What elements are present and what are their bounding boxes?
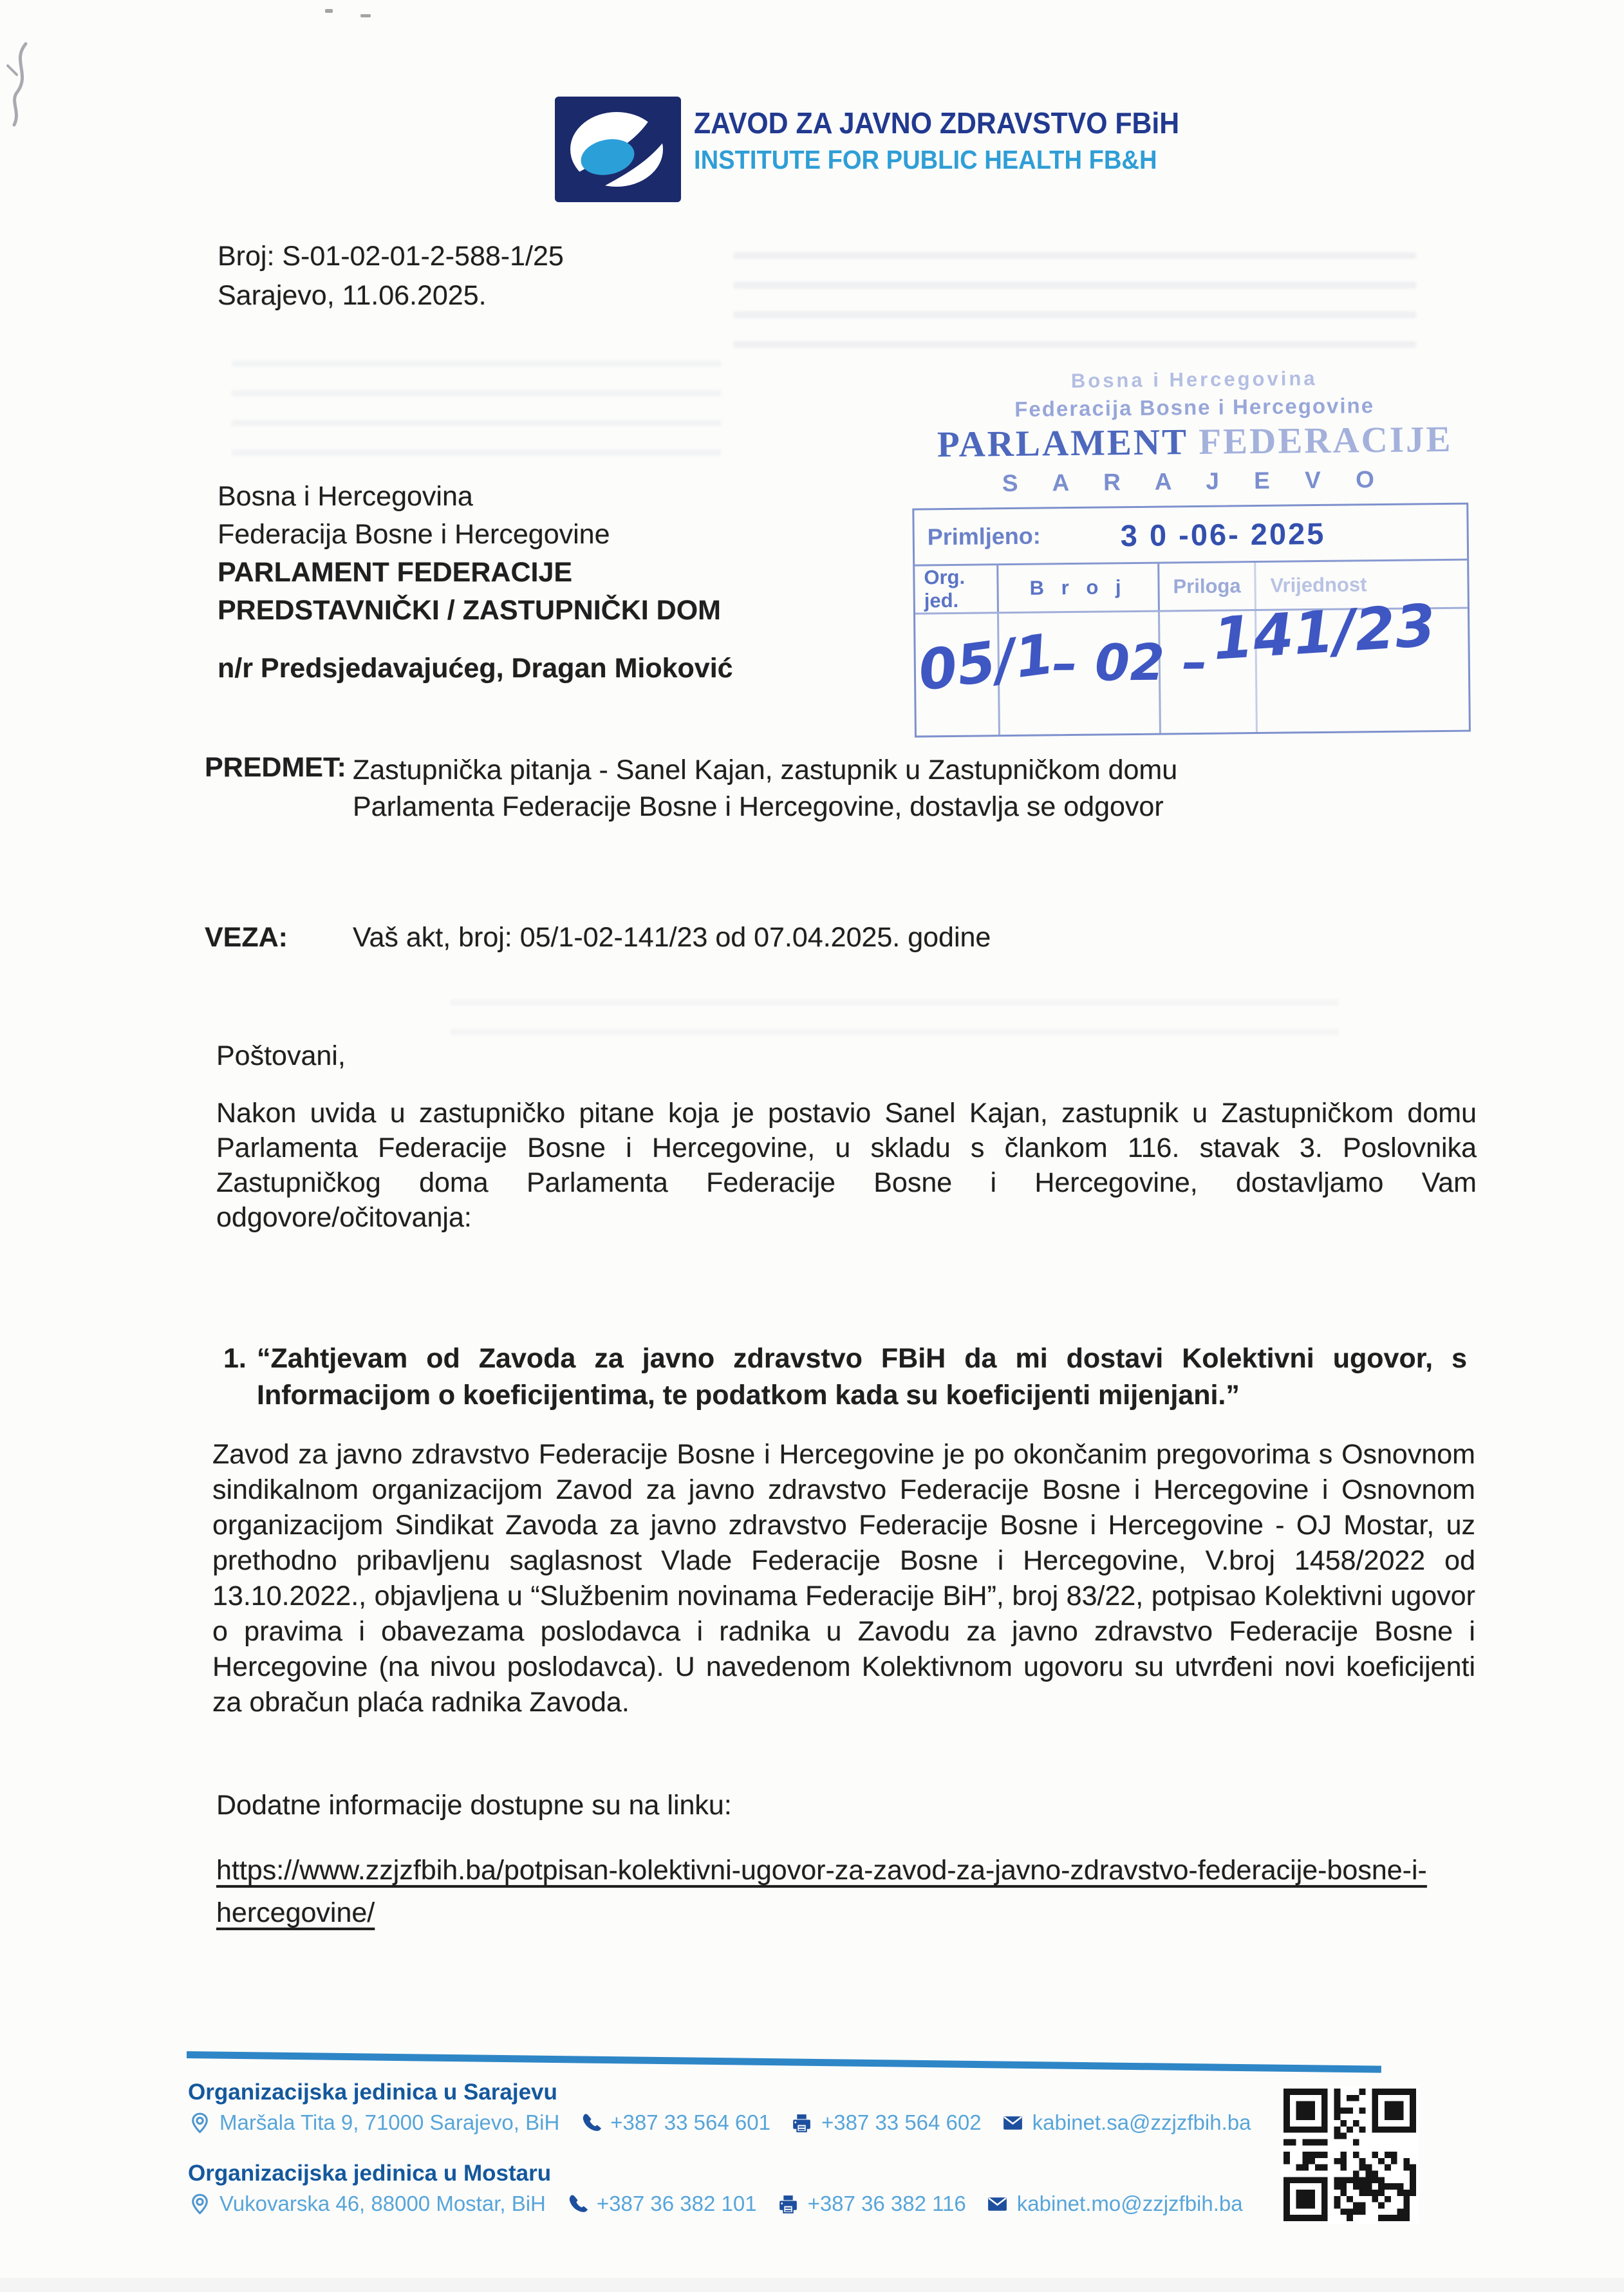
salutation: Poštovani, bbox=[216, 1040, 346, 1071]
stamp-col-vrijednost: Vrijednost bbox=[1270, 573, 1367, 597]
scan-artifact bbox=[451, 999, 1339, 1038]
question-text: “Zahtjevam od Zavoda za javno zdravstvo FBiH da mi dostavi Kolektivni ugovor, s Informacijom o koeficijentima, te podatkom kada su koeficijenti mijenjani.” bbox=[257, 1343, 1467, 1411]
footer-mostar-title: Organizacijska jedinica u Mostaru bbox=[188, 2161, 552, 2186]
pen-mark bbox=[4, 41, 39, 131]
footer-email: kabinet.mo@zzjzfbih.ba bbox=[1016, 2192, 1243, 2215]
stamp-federation: Federacija Bosne i Hercegovine bbox=[1014, 393, 1375, 421]
email-item bbox=[1001, 2110, 1251, 2135]
stamp-table bbox=[912, 503, 1471, 738]
recipient-country: Bosna i Hercegovina bbox=[218, 481, 473, 512]
receipt-stamp bbox=[911, 365, 1481, 737]
question-number: 1. bbox=[223, 1343, 247, 1374]
footer-divider bbox=[187, 2051, 1381, 2073]
stamp-col-org-jed: Org. jed. bbox=[915, 565, 999, 612]
footer-sarajevo-title: Organizacijska jedinica u Sarajevu bbox=[188, 2080, 557, 2105]
stamp-city: S A R A J E V O bbox=[1002, 465, 1389, 497]
phone-icon bbox=[579, 2111, 602, 2135]
place-and-date: Sarajevo, 11.06.2025. bbox=[218, 280, 487, 311]
reference-label: VEZA: bbox=[205, 922, 288, 953]
location-pin-icon bbox=[188, 2111, 212, 2135]
fax-item bbox=[790, 2110, 982, 2135]
address-item bbox=[188, 2192, 546, 2216]
fax-icon bbox=[790, 2111, 814, 2135]
reference-block bbox=[205, 922, 991, 953]
scan-artifact bbox=[0, 2278, 1624, 2292]
handwritten-broj: – 02 – bbox=[1052, 633, 1208, 693]
scan-artifact bbox=[734, 252, 1416, 349]
stamp-col-broj: B r o j bbox=[998, 564, 1160, 612]
handwritten-org-jed: 05/1 bbox=[915, 621, 1058, 704]
subject-text: Zastupnička pitanja - Sanel Kajan, zastupnik u Zastupničkom domu Parlamenta Federacije Bosne i Hercegovine, dostavlja se odgovor bbox=[353, 755, 1178, 822]
fax-icon bbox=[776, 2192, 800, 2216]
phone-icon bbox=[565, 2192, 589, 2216]
footer-phone: +387 33 564 601 bbox=[610, 2110, 770, 2134]
stamp-parliament: PARLAMENT FEDERACIJE bbox=[937, 418, 1453, 465]
answer-paragraph: Zavod za javno zdravstvo Federacije Bosne i Hercegovine je po okončanim pregovorima s Osnovnom sindikalnom organizacijom Zavod za javno zdravstvo Federacije Bosne i Hercegovine i Osnovnom organizacijom Sindikat Zavoda za javno zdravstvo Federacije Bosne i Hercegovine - OJ Mostar, uz prethodno pribavljenu saglasnost Vlade Federacije Bosne i Hercegovine, V.broj 1458/2022 od 13.10.2022., objavljena u “Službenim novinama Federacije BiH”, broj 83/22, potpisao Kolektivni ugovor o pravima i obavezama poslodavca i radnika u Zavodu za javno zdravstvo Federacije Bosne i Hercegovine (na nivou poslodavca). U navedenom Kolektivnom ugovoru su utvrđeni novi koeficijenti za obračun plaća radnika Zavoda. bbox=[212, 1439, 1475, 1718]
recipient-block bbox=[218, 478, 721, 630]
question-item bbox=[223, 1340, 1467, 1414]
letterhead bbox=[694, 103, 1216, 176]
footer-mostar-contacts bbox=[188, 2192, 1262, 2216]
address-item bbox=[188, 2110, 559, 2135]
footer-address: Maršala Tita 9, 71000 Sarajevo, BiH bbox=[219, 2110, 560, 2134]
footer-fax: +387 33 564 602 bbox=[821, 2110, 982, 2134]
email-item bbox=[985, 2192, 1243, 2216]
subject-block bbox=[205, 752, 1283, 825]
footer-fax: +387 36 382 116 bbox=[807, 2192, 966, 2215]
org-name-bosnian: ZAVOD ZA JAVNO ZDRAVSTVO FBiH bbox=[694, 106, 1180, 140]
org-name-english: INSTITUTE FOR PUBLIC HEALTH FB&H bbox=[694, 145, 1157, 174]
stamp-country: Bosna i Hercegovina bbox=[1070, 367, 1318, 393]
protocol-block bbox=[218, 237, 564, 315]
stamp-received-row bbox=[914, 505, 1467, 567]
handwritten-prilog: 141/23 bbox=[1211, 592, 1438, 673]
stamp-received-label: Primljeno: bbox=[927, 522, 1041, 550]
footer-sarajevo-contacts bbox=[188, 2110, 1270, 2135]
scan-speck bbox=[360, 14, 371, 17]
stamp-received-date: 3 0 -06- 2025 bbox=[1120, 516, 1326, 552]
recipient-house: PREDSTAVNIČKI / ZASTUPNIČKI DOM bbox=[218, 595, 721, 626]
attention-line: n/r Predsjedavajućeg, Dragan Mioković bbox=[218, 653, 733, 684]
institute-logo-icon bbox=[555, 97, 681, 202]
qr-code bbox=[1281, 2086, 1419, 2224]
fax-item bbox=[776, 2192, 966, 2216]
stamp-col-priloga: Priloga bbox=[1159, 563, 1256, 610]
phone-item bbox=[565, 2192, 757, 2216]
more-info-line: Dodatne informacije dostupne su na linku: bbox=[216, 1790, 732, 1821]
kolektivni-ugovor-link: https://www.zzjzfbih.ba/potpisan-kolektivni-ugovor-za-zavod-za-javno-zdravstvo-federacije-bosne-i-hercegovine/ bbox=[216, 1855, 1427, 1928]
footer-email: kabinet.sa@zzjzfbih.ba bbox=[1032, 2110, 1251, 2134]
email-icon bbox=[985, 2192, 1009, 2216]
recipient-parliament: PARLAMENT FEDERACIJE bbox=[218, 557, 573, 588]
email-icon bbox=[1001, 2111, 1025, 2135]
subject-label: PREDMET: bbox=[205, 752, 346, 783]
footer-address: Vukovarska 46, 88000 Mostar, BiH bbox=[219, 2192, 546, 2215]
stamp-values-row bbox=[915, 592, 1469, 736]
reference-text: Vaš akt, broj: 05/1-02-141/23 od 07.04.2025. godine bbox=[353, 922, 991, 953]
protocol-number: Broj: S-01-02-01-2-588-1/25 bbox=[218, 241, 564, 272]
location-pin-icon bbox=[188, 2192, 212, 2216]
phone-item bbox=[579, 2110, 770, 2135]
scan-speck bbox=[325, 9, 333, 13]
recipient-federation: Federacija Bosne i Hercegovine bbox=[218, 519, 610, 550]
footer-phone: +387 36 382 101 bbox=[596, 2192, 757, 2215]
qr-code-pattern bbox=[1283, 2089, 1416, 2221]
scan-artifact bbox=[232, 361, 721, 457]
intro-paragraph: Nakon uvida u zastupničko pitane koja je postavio Sanel Kajan, zastupnik u Zastupničkom domu Parlamenta Federacije Bosne i Hercegovine, u skladu s člankom 116. stavak 3. Poslovnika Zastupničkog doma Parlamenta Federacije Bosne i Hercegovine, dostavljamo Vam odgovore/očitovanja: bbox=[216, 1098, 1477, 1233]
